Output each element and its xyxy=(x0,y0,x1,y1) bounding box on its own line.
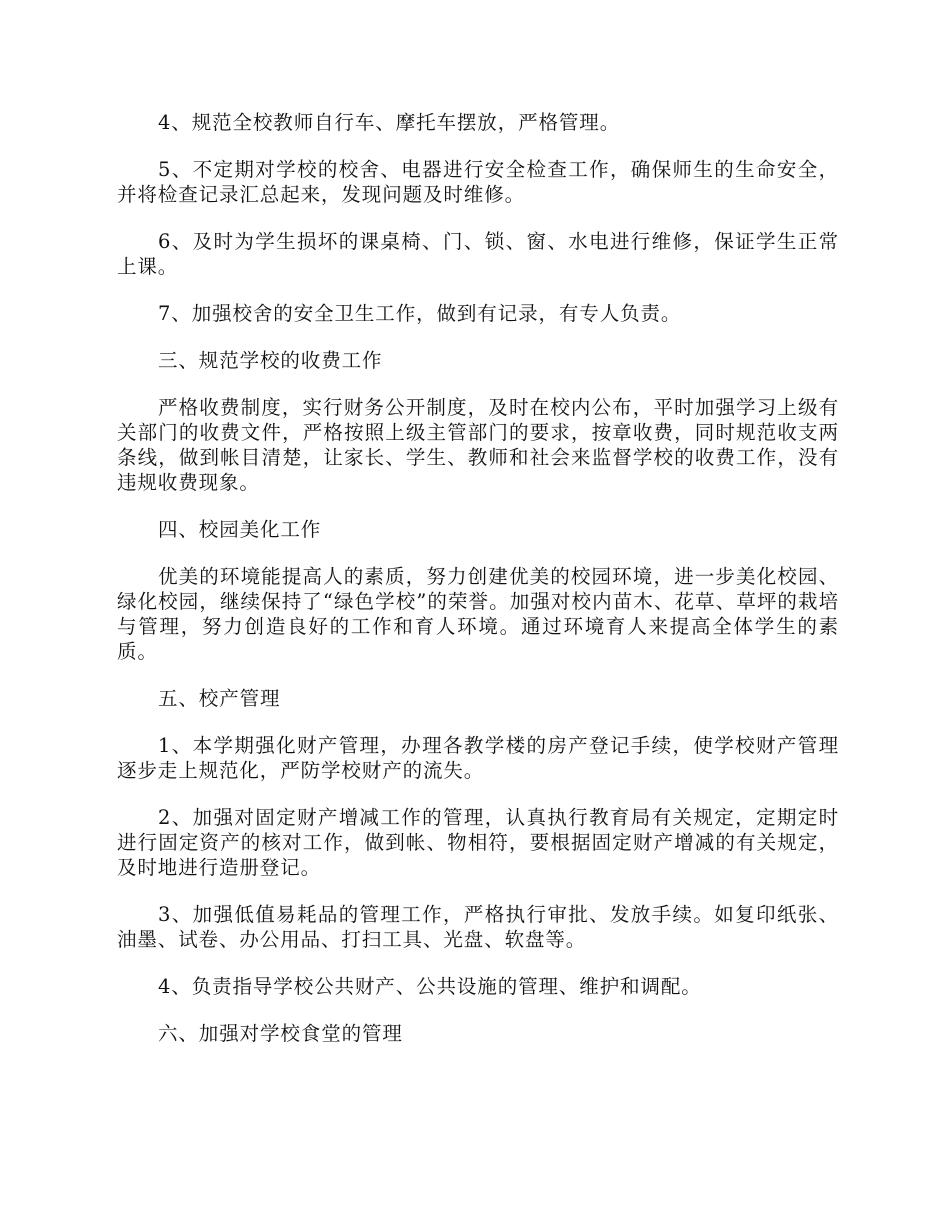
paragraph-dorm-hygiene: 7、加强校舍的安全卫生工作，做到有记录，有专人负责。 xyxy=(158,302,682,325)
section-heading-campus-beautification: 四、校园美化工作 xyxy=(158,518,322,541)
paragraph-public-facilities: 4、负责指导学校公共财产、公共设施的管理、维护和调配。 xyxy=(158,975,702,998)
paragraph-fixed-assets: 2、加强对固定财产增减工作的管理，认真执行教育局有关规定，定期定时进行固定资产的核对工作，做到帐、物相符，要根据固定财产增减的有关规定，及时地进行造册登记。 xyxy=(117,806,839,879)
paragraph-campus-environment: 优美的环境能提高人的素质，努力创建优美的校园环境，进一步美化校园、绿化校园，继续保持了“绿色学校”的荣誉。加强对校内苗木、花草、草坪的栽培与管理，努力创造良好的工作和育人环境。通过环境育人来提高全体学生的素质。 xyxy=(117,565,839,663)
paragraph-fee-policy: 严格收费制度，实行财务公开制度，及时在校内公布，平时加强学习上级有关部门的收费文件，严格按照上级主管部门的要求，按章收费，同时规范收支两条线，做到帐目清楚，让家长、学生、教师和社会来监督学校的收费工作，没有违规收费现象。 xyxy=(117,396,839,494)
paragraph-furniture-repair: 6、及时为学生损坏的课桌椅、门、锁、窗、水电进行维修，保证学生正常上课。 xyxy=(117,230,839,278)
document-body xyxy=(117,110,839,1068)
paragraph-bicycle-parking: 4、规范全校教师自行车、摩托车摆放，严格管理。 xyxy=(158,111,621,134)
section-heading-property-management: 五、校产管理 xyxy=(158,687,281,710)
paragraph-safety-inspection: 5、不定期对学校的校舍、电器进行安全检查工作，确保师生的生命安全，并将检查记录汇总起来，发现问题及时维修。 xyxy=(117,158,839,206)
paragraph-consumables: 3、加强低值易耗品的管理工作，严格执行审批、发放手续。如复印纸张、油墨、试卷、办公用品、打扫工具、光盘、软盘等。 xyxy=(117,903,839,951)
section-heading-fees: 三、规范学校的收费工作 xyxy=(158,349,383,372)
section-heading-canteen: 六、加强对学校食堂的管理 xyxy=(158,1022,403,1045)
paragraph-property-registration: 1、本学期强化财产管理，办理各教学楼的房产登记手续，使学校财产管理逐步走上规范化，严防学校财产的流失。 xyxy=(117,734,839,782)
